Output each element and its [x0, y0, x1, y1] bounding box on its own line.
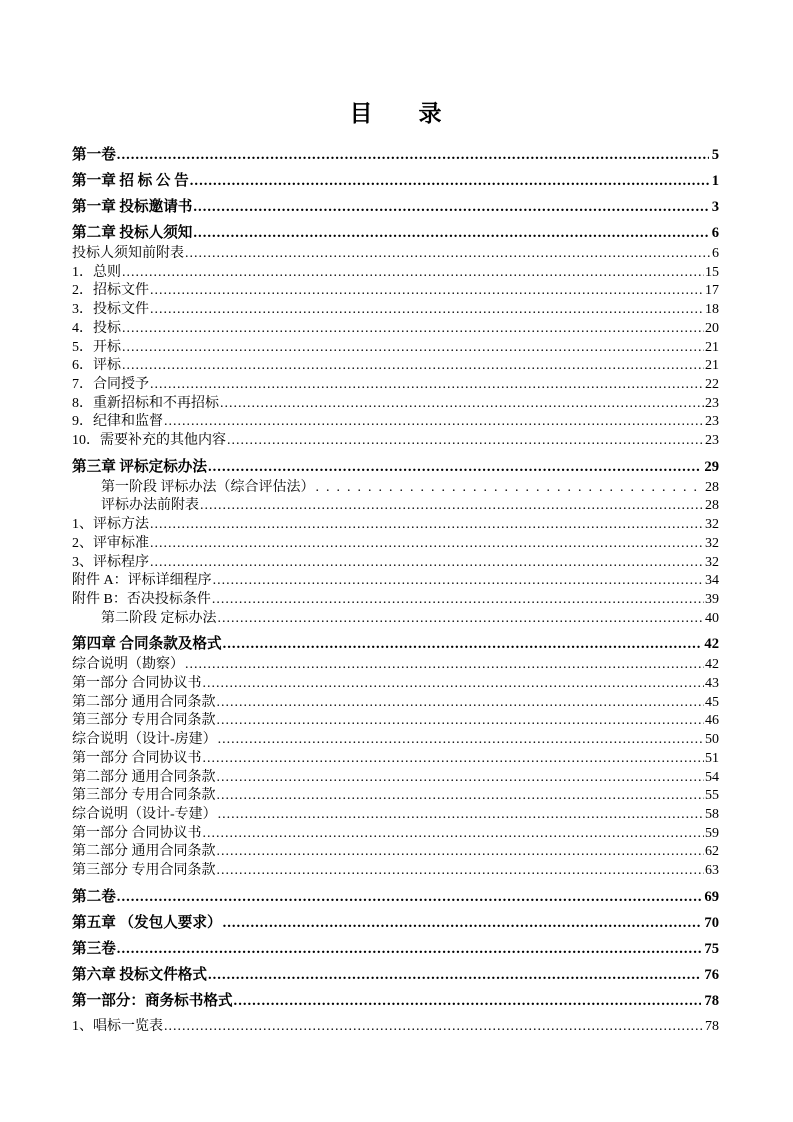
toc-entry-page: 29	[704, 458, 719, 475]
toc-entry-page: 58	[705, 806, 719, 822]
toc-entry-label: 第一部分 合同协议书	[72, 676, 202, 692]
toc-entry-page: 78	[704, 992, 719, 1009]
toc-entry-label: 第二阶段 定标办法	[101, 610, 217, 626]
toc-entry[interactable]	[72, 395, 719, 414]
toc-entry[interactable]	[72, 264, 719, 283]
dot-leader	[190, 172, 709, 191]
toc-entry-label: 第三部分 专用合同条款	[72, 713, 216, 729]
toc-entry-page: 40	[705, 610, 719, 626]
dot-leader	[164, 1018, 704, 1037]
toc-entry-label: 6．评标	[72, 358, 121, 374]
toc-entry-page: 51	[705, 750, 719, 766]
toc-entry-page: 55	[705, 788, 719, 804]
dot-leader	[208, 966, 701, 985]
dot-leader	[200, 497, 704, 516]
toc-entry-label: 综合说明（设计-房建）	[72, 732, 217, 748]
dot-leader	[227, 432, 704, 451]
toc-entry[interactable]	[72, 320, 719, 339]
toc-entry[interactable]	[72, 458, 719, 477]
toc-entry[interactable]	[72, 914, 719, 933]
toc-entry[interactable]	[72, 413, 719, 432]
toc-entry-label: 附件 B：否决投标条件	[72, 591, 211, 607]
toc-entry-page: 75	[704, 940, 719, 957]
toc-entry[interactable]	[72, 694, 719, 713]
toc-entry-page: 59	[705, 825, 719, 841]
toc-entry-page: 76	[704, 966, 719, 983]
toc-entry-page: 50	[705, 732, 719, 748]
dot-leader	[185, 245, 711, 264]
dot-leader	[234, 992, 702, 1011]
toc-entry[interactable]	[72, 656, 719, 675]
dot-leader	[217, 712, 705, 731]
dot-leader	[117, 940, 702, 959]
toc-entry[interactable]	[72, 572, 719, 591]
toc-entry-page: 20	[705, 320, 719, 336]
toc-entry[interactable]	[72, 516, 719, 535]
toc-entry-label: 第四章 合同条款及格式	[72, 636, 222, 653]
dot-leader	[150, 554, 704, 573]
toc-entry[interactable]	[72, 357, 719, 376]
dot-leader	[218, 731, 704, 750]
dot-leader	[212, 591, 704, 610]
dot-leader	[220, 395, 704, 414]
toc-entry[interactable]	[72, 479, 719, 498]
toc-entry-page: 17	[705, 283, 719, 299]
toc-entry-label: 附件 A：评标详细程序	[72, 573, 212, 589]
toc-entry-page: 32	[705, 554, 719, 570]
toc-entry[interactable]	[72, 339, 719, 358]
dot-leader	[185, 656, 704, 675]
toc-entry-page: 42	[705, 657, 719, 673]
toc-entry-label: 第三部分 专用合同条款	[72, 863, 216, 879]
toc-entry-page: 69	[704, 888, 719, 905]
dot-leader	[217, 787, 705, 806]
toc-entry[interactable]	[72, 712, 719, 731]
toc-entry-label: 第一部分 合同协议书	[72, 825, 202, 841]
toc-entry[interactable]	[72, 992, 719, 1011]
toc-entry-label: 综合说明（勘察）	[72, 657, 184, 673]
dot-leader	[217, 843, 705, 862]
page-title: 目 录	[349, 101, 442, 126]
dot-leader	[122, 357, 704, 376]
toc-entry-page: 6	[712, 246, 719, 261]
toc-entry-label: 第五章 （发包人要求）	[72, 914, 222, 931]
toc-entry[interactable]	[72, 282, 719, 301]
toc-entry-page: 6	[711, 225, 719, 241]
dot-leader	[316, 479, 705, 498]
toc-entry-label: 第一阶段 评标办法（综合评估法）	[101, 479, 315, 495]
toc-entry[interactable]	[72, 172, 719, 191]
toc-entry-page: 23	[705, 414, 719, 430]
toc-entry-page: 43	[705, 676, 719, 692]
toc-entry-page: 5	[711, 147, 719, 163]
toc-entry-page: 3	[711, 199, 719, 215]
toc-entry-page: 45	[705, 694, 719, 710]
dot-leader	[150, 535, 704, 554]
toc-entry-page: 63	[705, 863, 719, 879]
dot-leader	[150, 301, 704, 320]
toc-entry[interactable]	[72, 966, 719, 985]
toc-entry[interactable]	[72, 843, 719, 862]
toc-entry[interactable]	[72, 750, 719, 769]
dot-leader	[218, 610, 705, 629]
toc-entry-label: 第三卷	[72, 940, 116, 957]
toc-entry-label: 9．纪律和监督	[72, 414, 163, 430]
toc-entry-label: 第二卷	[72, 888, 116, 905]
toc-entry-page: 32	[705, 517, 719, 533]
dot-leader	[223, 635, 702, 654]
toc-entry-label: 第三章 评标定标办法	[72, 458, 207, 475]
toc-entry-label: 7．合同授予	[72, 376, 149, 392]
dot-leader	[122, 339, 704, 358]
toc-entry-label: 第一章 投标邀请书	[72, 199, 193, 215]
toc-entry[interactable]	[72, 675, 719, 694]
toc-entry[interactable]	[72, 940, 719, 959]
dot-leader	[122, 264, 704, 283]
dot-leader	[117, 146, 709, 165]
toc-entry-label: 综合说明（设计-专建）	[72, 806, 217, 822]
dot-leader	[203, 675, 705, 694]
toc-entry-label: 第一卷	[72, 147, 116, 163]
toc-entry[interactable]	[72, 806, 719, 825]
toc-entry-page: 34	[705, 573, 719, 589]
toc-entry-label: 2．招标文件	[72, 283, 149, 299]
toc-entry-page: 70	[704, 914, 719, 931]
toc-entry-label: 第一部分 合同协议书	[72, 750, 202, 766]
toc-entry-label: 第六章 投标文件格式	[72, 966, 207, 983]
toc-entry-label: 8．重新招标和不再招标	[72, 395, 219, 411]
toc-entry[interactable]	[72, 554, 719, 573]
toc-entry-label: 1、唱标一览表	[72, 1018, 163, 1034]
toc-entry-label: 第二部分 通用合同条款	[72, 769, 216, 785]
toc-entry-label: 第二章 投标人须知	[72, 225, 193, 241]
toc-entry[interactable]	[72, 1018, 719, 1037]
toc-entry-page: 1	[711, 173, 719, 189]
dot-leader	[223, 914, 702, 933]
toc-entry-page: 21	[705, 339, 719, 355]
toc-entry-page: 39	[705, 591, 719, 607]
toc-entry[interactable]	[72, 769, 719, 788]
toc-entry-page: 23	[705, 433, 719, 449]
toc-entry[interactable]	[72, 224, 719, 243]
dot-leader	[217, 862, 705, 881]
toc-entry-page: 54	[705, 769, 719, 785]
dot-leader	[193, 198, 708, 217]
toc-entry-page: 22	[705, 376, 719, 392]
toc-entry-label: 5．开标	[72, 339, 121, 355]
toc-entry[interactable]	[72, 376, 719, 395]
dot-leader	[193, 224, 708, 243]
dot-leader	[203, 750, 705, 769]
dot-leader	[213, 572, 704, 591]
toc-entry-page: 28	[705, 498, 719, 514]
toc-entry-label: 10．需要补充的其他内容	[72, 433, 226, 449]
toc-entry-page: 42	[704, 636, 719, 653]
toc-entry-page: 21	[705, 358, 719, 374]
toc-entry-page: 32	[705, 535, 719, 551]
toc-entry[interactable]	[72, 825, 719, 844]
toc-entry-label: 第二部分 通用合同条款	[72, 844, 216, 860]
dot-leader	[203, 825, 705, 844]
dot-leader	[117, 888, 702, 907]
dot-leader	[122, 320, 704, 339]
toc-entry-page: 62	[705, 844, 719, 860]
toc-entry[interactable]	[72, 862, 719, 881]
dot-leader	[150, 282, 704, 301]
toc-entry-page: 78	[705, 1018, 719, 1034]
dot-leader	[208, 458, 701, 477]
toc-entry-label: 第一章 招 标 公 告	[72, 173, 189, 189]
toc-entry-label: 第一部分：商务标书格式	[72, 992, 233, 1009]
toc-entry-page: 18	[705, 302, 719, 318]
toc-entry-label: 3．投标文件	[72, 302, 149, 318]
toc-entry[interactable]	[72, 731, 719, 750]
dot-leader	[150, 516, 704, 535]
toc-entry[interactable]	[72, 432, 719, 451]
toc-entry-label: 1、评标方法	[72, 517, 149, 533]
toc-entry-page: 28	[705, 479, 719, 495]
toc-entry[interactable]	[72, 198, 719, 217]
toc-entry-label: 1．总则	[72, 264, 121, 280]
toc-entry[interactable]	[72, 787, 719, 806]
toc-entry-label: 评标办法前附表	[101, 498, 199, 514]
dot-leader	[217, 769, 705, 788]
toc-entry[interactable]	[72, 146, 719, 165]
toc-entry-label: 2、评审标准	[72, 535, 149, 551]
toc-entry-page: 15	[705, 264, 719, 280]
toc-entry[interactable]	[72, 535, 719, 554]
toc-entry[interactable]	[72, 610, 719, 629]
toc-entry[interactable]	[72, 497, 719, 516]
dot-leader	[218, 806, 704, 825]
toc-entry[interactable]	[72, 635, 719, 654]
toc-entry-page: 23	[705, 395, 719, 411]
toc-entry-page: 46	[705, 713, 719, 729]
toc-entry-label: 4．投标	[72, 320, 121, 336]
dot-leader	[150, 376, 704, 395]
toc-entry[interactable]	[72, 245, 719, 264]
toc-entry-label: 第二部分 通用合同条款	[72, 694, 216, 710]
dot-leader	[217, 694, 705, 713]
toc-entry-label: 3、评标程序	[72, 554, 149, 570]
toc-entry[interactable]	[72, 888, 719, 907]
dot-leader	[164, 413, 704, 432]
toc-entry-label: 投标人须知前附表	[72, 246, 184, 261]
toc-entry-label: 第三部分 专用合同条款	[72, 788, 216, 804]
toc-entry[interactable]	[72, 301, 719, 320]
toc-entry[interactable]	[72, 591, 719, 610]
table-of-contents	[72, 146, 719, 1037]
